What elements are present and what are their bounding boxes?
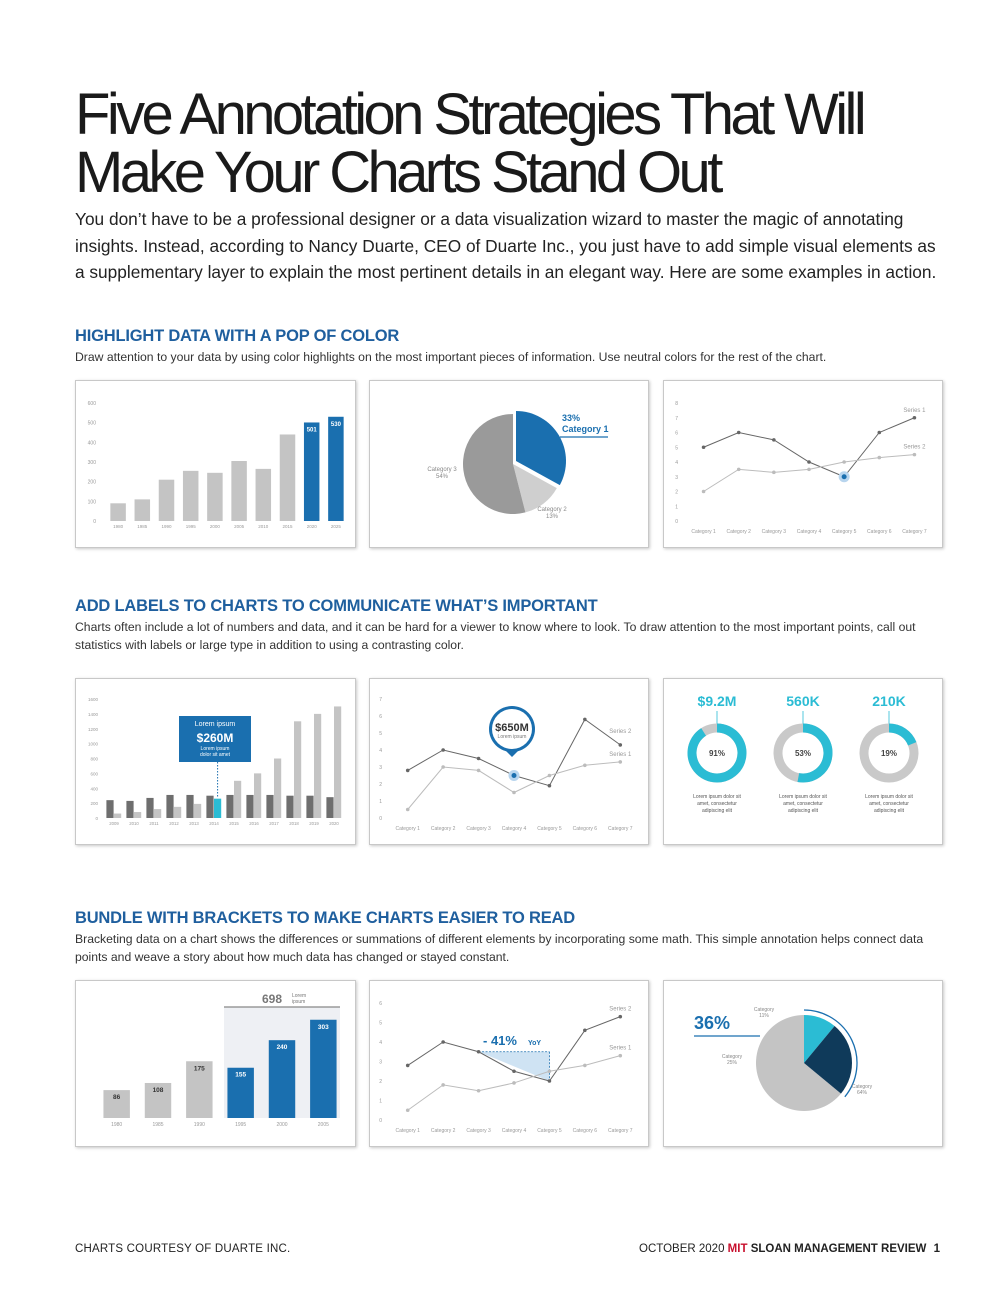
section-heading-labels: ADD LABELS TO CHARTS TO COMMUNICATE WHAT’S IMPORTANT (75, 597, 598, 615)
y-tick-label: 6 (675, 430, 678, 437)
chart-panel-label-bar (75, 678, 356, 845)
bar (174, 807, 181, 818)
data-point (512, 1069, 516, 1073)
x-tick-label: 2012 (169, 821, 179, 826)
bar (280, 434, 295, 521)
data-point (618, 743, 622, 747)
y-tick-label: 1200 (87, 726, 98, 732)
x-tick-label: 1985 (152, 1122, 164, 1128)
footer-brand-name: SLOAN MANAGEMENT REVIEW (750, 1243, 927, 1255)
y-tick-label: 200 (90, 801, 98, 807)
y-tick-label: 7 (379, 697, 382, 703)
x-tick-label: 2015 (229, 821, 239, 826)
donut-percent-label: 19% (880, 749, 898, 758)
x-tick-label: Category 1 (395, 1128, 420, 1134)
data-label: 33% (562, 413, 581, 423)
data-point (477, 1089, 481, 1093)
bracket-label: Lorem (292, 993, 307, 999)
y-tick-label: 3 (379, 1059, 382, 1066)
data-point (807, 460, 811, 464)
y-tick-label: 5 (379, 731, 382, 737)
bar (159, 480, 174, 521)
x-tick-label: 2019 (309, 821, 319, 826)
y-tick-label: 400 (87, 440, 96, 447)
x-tick-label: 2014 (209, 821, 219, 826)
data-point (441, 1083, 445, 1087)
data-label: 175 (193, 1065, 205, 1073)
data-label: 108 (152, 1086, 164, 1094)
bar (328, 417, 343, 521)
data-point (512, 791, 516, 795)
data-point (737, 468, 741, 472)
footer-brand-mit: MIT (727, 1243, 748, 1255)
callout-title: Lorem ipsum (194, 721, 236, 728)
kpi-caption: Lorem ipsum dolor sit (779, 794, 827, 800)
callout-subtext: Lorem ipsum (497, 734, 527, 740)
data-point (548, 774, 552, 778)
chart-label-donuts (664, 679, 942, 844)
y-tick-label: 0 (675, 519, 678, 525)
bar (106, 800, 113, 818)
category-label: Category (721, 1054, 743, 1060)
x-tick-label: 2000 (209, 524, 220, 529)
y-tick-label: 3 (379, 765, 382, 771)
x-tick-label: 2005 (317, 1122, 329, 1128)
y-tick-label: 400 (90, 786, 98, 792)
x-tick-label: Category 4 (796, 529, 822, 535)
data-point (618, 760, 622, 764)
bar (126, 801, 133, 818)
bar (246, 795, 253, 818)
y-tick-label: 5 (675, 445, 678, 452)
bar (306, 796, 313, 818)
x-tick-label: Category 3 (466, 826, 491, 832)
x-tick-label: Category 5 (537, 826, 562, 832)
data-point (913, 416, 917, 420)
callout-value: $260M (196, 731, 234, 745)
x-tick-label: Category 4 (501, 1128, 527, 1134)
data-point (702, 445, 706, 449)
kpi-caption: adipiscing elit (701, 808, 733, 814)
chart-label-bar (76, 679, 355, 844)
bar (234, 781, 241, 818)
kpi-value: $9.2M (697, 693, 737, 709)
x-tick-label: Category 1 (395, 826, 420, 832)
legend-label: Series 2 (609, 1006, 632, 1013)
y-tick-label: 300 (87, 460, 96, 466)
bar (207, 473, 222, 521)
data-point (877, 456, 881, 460)
highlight-point (842, 474, 847, 479)
x-tick-label: 2000 (276, 1122, 288, 1128)
data-point (583, 1029, 587, 1033)
data-label: 13% (545, 514, 559, 520)
y-tick-label: 600 (87, 401, 96, 407)
section-text-brackets: Bracketing data on a chart shows the differences or summations of different elements by incorporating some math. This simple annotation helps connect data points and weave a story about how much data has changed or stayed constant. (75, 932, 924, 964)
data-point (441, 765, 445, 769)
section-heading-highlight: HIGHLIGHT DATA WITH A POP OF COLOR (75, 327, 400, 345)
bar (226, 795, 233, 818)
bracket-value: - 41% (483, 1033, 517, 1048)
bar (286, 796, 293, 818)
data-point (807, 468, 811, 472)
chart-panel-label-line (369, 678, 649, 845)
x-tick-label: 2015 (282, 524, 293, 529)
data-label: 530 (330, 421, 341, 428)
data-label: 155 (235, 1071, 247, 1079)
data-point (512, 1081, 516, 1085)
intro-paragraph: You don’t have to be a professional designer or a data visualization wizard to master the magic of annotating insights. Instead, according to Nancy Duarte, CEO of Duarte Inc., you just have to add simple visual elements as a supplementary layer to explain the most pertinent details in an elegant way. Here are some examples in action. (75, 209, 937, 282)
bar (266, 795, 273, 818)
bar (310, 1020, 336, 1118)
chart-panel-highlight-bar (75, 380, 356, 548)
x-tick-label: 1980 (113, 524, 124, 529)
bar (166, 795, 173, 818)
x-tick-label: Category 6 (572, 1128, 598, 1134)
x-tick-label: 1995 (235, 1122, 247, 1128)
bar (314, 714, 321, 818)
section-text-highlight: Draw attention to your data by using color highlights on the most important pieces of information. Use neutral colors for the rest of the chart. (75, 350, 827, 364)
bar (256, 469, 271, 521)
x-tick-label: 1990 (193, 1122, 205, 1128)
data-point (406, 1064, 410, 1068)
bar (274, 759, 281, 819)
series-line (704, 455, 915, 492)
bar (334, 706, 341, 818)
legend-label: Series 1 (903, 407, 926, 414)
y-tick-label: 1 (675, 504, 678, 511)
category-label: Category 3 (427, 467, 457, 473)
y-tick-label: 2 (675, 489, 678, 496)
x-tick-label: 2018 (289, 821, 299, 826)
x-tick-label: 2009 (109, 821, 119, 826)
bar (186, 795, 193, 818)
kpi-caption: adipiscing elit (787, 808, 819, 814)
y-tick-label: 1400 (87, 711, 98, 717)
data-point (583, 718, 587, 722)
bar (231, 461, 246, 521)
x-tick-label: 2016 (249, 821, 259, 826)
data-point (772, 471, 776, 475)
data-point (441, 748, 445, 752)
chart-panel-bracket-pie (663, 980, 943, 1147)
chart-panel-bracket-line (369, 980, 649, 1147)
bar (254, 773, 261, 818)
y-tick-label: 800 (90, 756, 98, 762)
chart-label-line (370, 679, 648, 844)
donut-percent-label: 91% (708, 749, 726, 758)
data-point (477, 769, 481, 773)
y-tick-label: 1600 (87, 697, 98, 702)
footer-credit: CHARTS COURTESY OF DUARTE INC. (75, 1243, 291, 1255)
bracket-suffix: YoY (528, 1040, 542, 1047)
kpi-caption: amet, consectetur (697, 801, 737, 807)
chart-panel-bracket-bar (75, 980, 356, 1147)
x-tick-label: 2011 (149, 821, 159, 826)
x-tick-label: Category 4 (501, 826, 527, 832)
x-tick-label: 2025 (330, 524, 341, 529)
bar (154, 809, 161, 818)
data-label: 54% (435, 474, 449, 480)
data-label: 64% (856, 1090, 868, 1096)
bar (304, 422, 319, 521)
y-tick-label: 2 (379, 1079, 382, 1085)
bracket-value: 698 (261, 992, 283, 1006)
bar (114, 814, 121, 818)
kpi-caption: amet, consectetur (869, 801, 909, 807)
bar (194, 804, 201, 818)
data-point (583, 1064, 587, 1068)
callout-subtext: dolor sit amet (199, 752, 231, 758)
chart-highlight-pie (370, 381, 648, 547)
data-point (406, 808, 410, 812)
legend-label: Series 2 (609, 728, 632, 735)
kpi-caption: Lorem ipsum dolor sit (865, 794, 913, 800)
y-tick-label: 0 (95, 816, 98, 821)
chart-bracket-line (370, 981, 648, 1146)
page-title (75, 82, 955, 205)
data-point (737, 431, 741, 435)
x-tick-label: 2010 (258, 524, 269, 529)
x-tick-label: Category 6 (572, 826, 598, 832)
title-line-2: Make Your Charts Stand Out (75, 140, 720, 205)
y-tick-label: 3 (675, 474, 678, 481)
y-tick-label: 0 (379, 816, 382, 822)
x-tick-label: 1985 (137, 524, 148, 529)
data-label: 11% (759, 1013, 769, 1019)
y-tick-label: 0 (379, 1118, 382, 1124)
bar (134, 812, 141, 818)
kpi-value: 560K (786, 693, 820, 709)
data-label: 25% (726, 1060, 738, 1066)
x-tick-label: 2020 (306, 524, 317, 529)
y-tick-label: 5 (379, 1020, 382, 1027)
legend-label: Series 1 (609, 1045, 632, 1052)
chart-panel-label-donuts (663, 678, 943, 845)
chart-bracket-bar (76, 981, 355, 1146)
bar (269, 1040, 295, 1118)
x-tick-label: Category 2 (430, 1128, 456, 1134)
x-tick-label: Category 7 (608, 1128, 633, 1134)
x-tick-label: 2013 (189, 821, 199, 826)
data-point (913, 453, 917, 457)
data-point (772, 438, 776, 442)
x-tick-label: Category 1 (691, 529, 716, 535)
data-label: 501 (306, 427, 317, 434)
y-tick-label: 6 (379, 714, 382, 720)
chart-panel-highlight-pie (369, 380, 649, 548)
y-tick-label: 8 (675, 401, 678, 407)
legend-label: Series 2 (903, 444, 926, 451)
x-tick-label: Category 3 (466, 1128, 491, 1134)
bracket-value: 36% (694, 1013, 731, 1033)
data-label: 86 (113, 1094, 121, 1102)
callout-value: $650M (495, 722, 529, 734)
kpi-caption: adipiscing elit (873, 808, 905, 814)
x-tick-label: Category 7 (608, 826, 633, 832)
x-tick-label: Category 3 (761, 529, 787, 535)
title-line-1: Five Annotation Strategies That Will (75, 82, 864, 147)
bar (214, 799, 221, 818)
section-text-labels: Charts often include a lot of numbers and data, and it can be hard for a viewer to know where to look. To draw attention to the most important points, call out statistics with labels or large type in addition to using a contrasting color. (75, 620, 916, 652)
x-tick-label: Category 5 (537, 1128, 562, 1134)
footer-page-number: 1 (933, 1243, 940, 1255)
data-point (548, 784, 552, 788)
y-tick-label: 1000 (87, 741, 98, 747)
x-tick-label: Category 6 (867, 529, 892, 535)
data-point (441, 1040, 445, 1044)
callout-subtext: Lorem ipsum (200, 746, 230, 752)
y-tick-label: 2 (379, 782, 382, 788)
bar (294, 721, 301, 818)
y-tick-label: 1 (379, 799, 382, 805)
data-label: 240 (276, 1044, 288, 1052)
bracket-label: ipsum (292, 999, 306, 1005)
data-point (702, 490, 706, 494)
bar (206, 796, 213, 818)
category-label: Category 1 (562, 424, 609, 434)
donut-percent-label: 53% (794, 749, 812, 758)
footer-publication (639, 1243, 940, 1255)
x-tick-label: 2010 (129, 821, 139, 826)
x-tick-label: Category 7 (902, 529, 927, 535)
highlight-point (512, 773, 517, 778)
category-label: Category (851, 1084, 873, 1090)
data-label: 303 (317, 1023, 329, 1031)
chart-bracket-pie (664, 981, 942, 1146)
y-tick-label: 600 (90, 771, 98, 777)
y-tick-label: 500 (87, 420, 96, 427)
bar (135, 499, 150, 521)
y-tick-label: 4 (379, 1040, 382, 1046)
data-point (618, 1015, 622, 1019)
x-tick-label: 2020 (329, 821, 339, 826)
data-point (618, 1054, 622, 1058)
chart-highlight-bar (76, 381, 355, 547)
bar (110, 503, 125, 521)
kpi-caption: Lorem ipsum dolor sit (693, 794, 741, 800)
footer-date: OCTOBER 2020 (639, 1243, 725, 1255)
data-point (548, 1069, 552, 1073)
x-tick-label: Category 2 (430, 826, 456, 832)
bar (326, 797, 333, 818)
y-tick-label: 100 (87, 499, 96, 506)
y-tick-label: 200 (87, 479, 96, 486)
category-label: Category 2 (537, 507, 567, 513)
x-tick-label: 2017 (269, 821, 279, 826)
y-tick-label: 6 (379, 1001, 382, 1007)
x-tick-label: 2005 (234, 524, 245, 529)
y-tick-label: 1 (379, 1098, 382, 1105)
x-tick-label: 1980 (111, 1122, 123, 1128)
data-point (583, 764, 587, 768)
chart-highlight-line (664, 381, 942, 547)
series-line (408, 762, 621, 810)
data-point (406, 769, 410, 773)
legend-label: Series 1 (609, 751, 632, 758)
y-tick-label: 4 (675, 460, 678, 466)
bar (183, 471, 198, 521)
y-tick-label: 7 (675, 415, 678, 422)
bracket-area (479, 1052, 550, 1081)
y-tick-label: 4 (379, 748, 382, 754)
kpi-caption: amet, consectetur (783, 801, 823, 807)
chart-panel-highlight-line (663, 380, 943, 548)
x-tick-label: Category 2 (726, 529, 751, 535)
data-point (548, 1079, 552, 1083)
kpi-value: 210K (872, 693, 906, 709)
x-tick-label: Category 5 (831, 529, 857, 535)
data-point (842, 460, 846, 464)
donut-value-arc (889, 728, 912, 744)
bar (146, 798, 153, 818)
data-point (477, 757, 481, 761)
section-heading-brackets: BUNDLE WITH BRACKETS TO MAKE CHARTS EASIER TO READ (75, 909, 575, 927)
category-label: Category (753, 1007, 775, 1013)
data-point (877, 431, 881, 435)
x-tick-label: 1990 (161, 524, 172, 529)
y-tick-label: 0 (93, 519, 96, 525)
x-tick-label: 1995 (185, 524, 196, 529)
data-point (477, 1050, 481, 1054)
data-point (406, 1108, 410, 1112)
